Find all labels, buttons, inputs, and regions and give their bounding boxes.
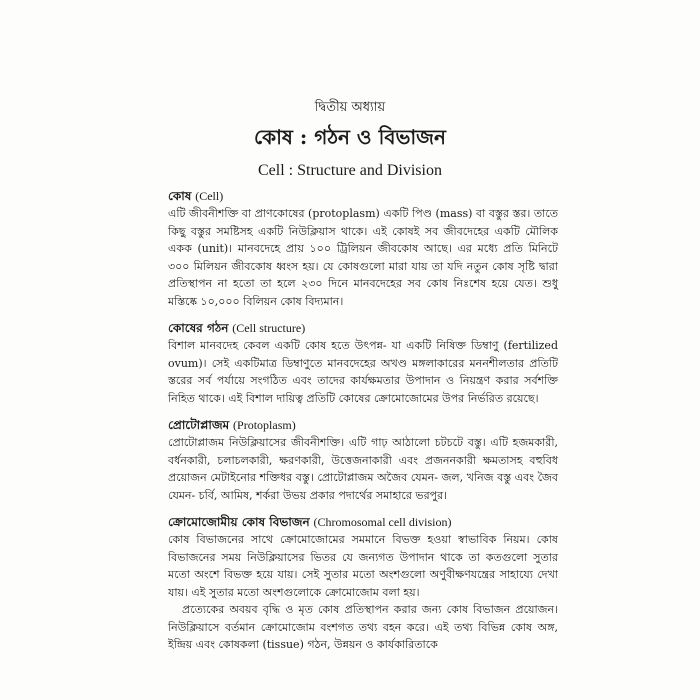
section-heading-bn: প্রোটোপ্লাজম [168,418,230,432]
chapter-subtitle: Cell : Structure and Division [258,162,442,179]
page-body [168,188,558,664]
section-heading [168,188,558,205]
section-heading [168,320,558,337]
chapter-header [0,98,700,180]
paragraph: এটি জীবনীশক্তি বা প্রাণকোষের (protoplasm) একটি পিণ্ড (mass) বা বস্তুর স্তর। তাতে কিছু বস্তুর সমষ্টিসহ একটি নিউক্লিয়াস থাকে। এই কোষই সব জীবদেহের একটি মৌলিক একক (unit)। মানবদেহে প্রায় ১০০ ট্রিলিয়ন জীবকোষ আছে। এর মধ্যে প্রতি মিনিটে ৩০০ মিলিয়ন জীবকোষ ধ্বংস হয়। যে কোষগুলো মারা যায় তা যদি নতুন কোষ সৃষ্টি দ্বারা প্রতিস্থাপন না হতো তা হলে ২৩০ দিনে মানবদেহের সব কোষ নিঃশেষ হয়ে যেত। শুধু মস্তিষ্কে ১০,০০০ বিলিয়ন কোষ বিদ্যমান। [168,207,558,308]
section-cell [168,188,558,310]
section-heading-bn: ক্রোমোজোমীয় কোষ বিভাজন [168,515,310,529]
section-heading-en: (Cell) [195,189,224,203]
section-cell-structure [168,320,558,407]
chapter-label: দ্বিতীয় অধ্যায় [314,100,386,115]
section-heading-en: (Chromosomal cell division) [313,515,452,529]
section-heading-bn: কোষের গঠন [168,321,229,335]
chapter-title: কোষ : গঠন ও বিভাজন [253,125,446,149]
paragraph: প্রত্যেকের অবয়ব বৃদ্ধি ও মৃত কোষ প্রতিস্থাপন করার জন্য কোষ বিভাজন প্রয়োজন। নিউক্লিয়াসে বর্তমান ক্রোমোজোম বংশগত তথ্য বহন করে। এই তথ্য বিভিন্ন কোষ অঙ্গ, ইন্দ্রিয় এবং কোষকলা (tissue) গঠন, উন্নয়ন ও কার্যকারিতাকে [168,603,558,651]
section-chromosomal-division [168,514,558,654]
section-heading-en: (Cell structure) [232,321,306,335]
paragraph: বিশাল মানবদেহ কেবল একটি কোষ হতে উৎপন্ন- যা একটি নিষিক্ত ডিম্বাণু (fertilized ovum)। সেই একটিমাত্র ডিম্বাণুতে মানবদেহের অখণ্ড মঙ্গলাকারের মননশীলতার প্রতিটি স্তরের সর্ব পর্যায়ে সংগঠিত এবং তাদের কার্যক্ষমতার উপাদান ও নিয়ন্ত্রণ করার সর্বশক্তি নিহিত থাকে। এই বিশাল দায়িত্ব প্রতিটি কোষের ক্রোমোজোমের উপর নির্ভরিত রয়েছে। [168,339,558,405]
paragraph: প্রোটোপ্লাজম নিউক্লিয়াসের জীবনীশক্তি। এটি গাঢ় আঠালো চটচটে বস্তু। এটি হজমকারী, বর্ধনকারী, চলাচলকারী, ক্ষরণকারী, উত্তেজনাকারী এবং প্রজননকারী ক্ষমতাসহ বহুবিধ প্রয়োজন মেটাইনোর শক্তিধর বস্তু। প্রোটোপ্লাজম অজৈব যেমন- জল, খনিজ বস্তু এবং জৈব যেমন- চর্বি, আমিষ, শর্করা উভয় প্রকার পদার্থের সমাহারে ভরপুর। [168,436,558,502]
paragraph: কোষ বিভাজনের সাথে ক্রোমোজোমের সমমানে বিভক্ত হওয়া স্বাভাবিক নিয়ম। কোষ বিভাজনের সময় নিউক্লিয়াসের ভিতর যে জন্যগত উপাদান থাকে তা কতগুলো সুতার মতো অংশে বিভক্ত হয়ে যায়। সেই সুতার মতো অংশগুলো অণুবীক্ষণযন্ত্রের সাহায্যে দেখা যায়। এই সুতার মতো অংশগুলোকে ক্রোমোজোম বলা হয়। [168,533,558,599]
section-protoplasm [168,417,558,504]
section-heading [168,514,558,531]
section-heading [168,417,558,434]
section-heading-bn: কোষ [168,189,192,203]
section-heading-en: (Protoplasm) [233,418,296,432]
